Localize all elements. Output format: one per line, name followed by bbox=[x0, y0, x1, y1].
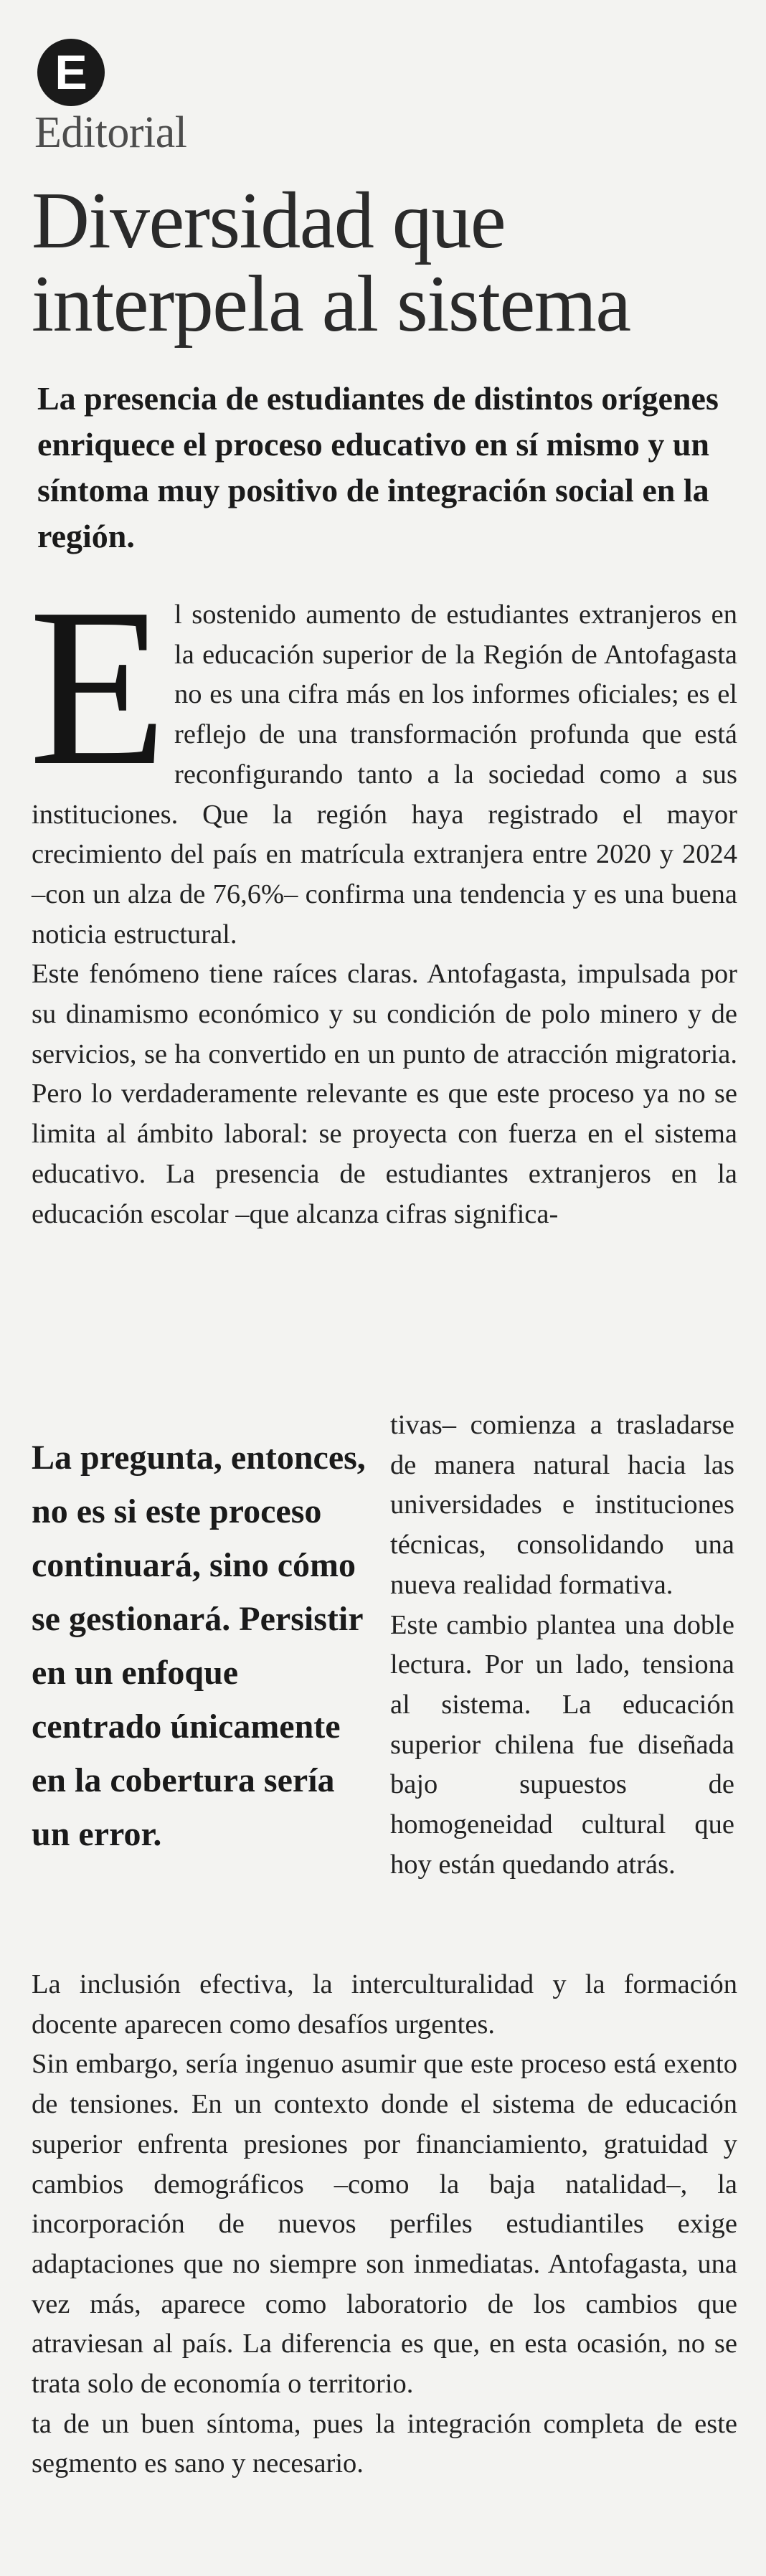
section-logo-badge: E bbox=[37, 39, 105, 106]
paragraph-4: Sin embargo, sería ingenuo asumir que este proceso está exento de tensiones. En un contexto donde el sistema de educación superior enfrenta presiones por financiamiento, gratuidad y cambios demográficos –como la baja natalidad–, la incorporación de nuevos perfiles estudiantiles exige adaptaciones que no siempre son inmediatas. Antofagasta, una vez más, aparece como laboratorio de los cambios que atraviesan al país. La diferencia es que, en esta ocasión, no se trata solo de economía o territorio. bbox=[32, 2049, 737, 2400]
paragraph-2: Este fenómeno tiene raíces claras. Antofagasta, impulsada por su dinamismo económico y su condición de polo minero y de servicios, se ha convertido en un punto de atracción migratoria. Pero lo verdaderamente relevante es que este proceso ya no se limita al ámbito laboral: se proyecta con fuerza en el sistema educativo. La presencia de estudiantes extranjeros en la educación escolar –que alcanza cifras significa- bbox=[32, 959, 737, 1229]
paragraph-3-continued: La inclusión efectiva, la interculturalidad y la formación docente aparecen como desafíos urgentes. bbox=[32, 1969, 737, 2040]
drop-cap: E bbox=[29, 562, 168, 813]
article-body-bottom bbox=[32, 1965, 737, 2484]
standfirst: La presencia de estudiantes de distintos orígenes enriquece el proceso educativo en sí mismo y un síntoma muy positivo de integración social en la región. bbox=[37, 380, 719, 554]
paragraph-3: Este cambio plantea una doble lectura. Por un lado, tensiona al sistema. La educación superior chilena fue diseñada bajo supuestos de homogeneidad cultural que hoy están quedando atrás. bbox=[390, 1609, 734, 1880]
paragraph-1-text: l sostenido aumento de estudiantes extranjeros en la educación superior de la Región de Antofagasta no es una cifra más en los informes oficiales; es el reflejo de una transformación profunda que está reconfigurando tanto a la sociedad como a sus instituciones. Que la región haya registrado el mayor crecimiento del país en matrícula extranjera entre 2020 y 2024 –con un alza de 76,6%– confirma una tendencia y es una buena noticia estructural. bbox=[32, 600, 737, 950]
paragraph-5: ta de un buen síntoma, pues la integración completa de este segmento es sano y necesario. bbox=[32, 2408, 737, 2479]
article-body-top bbox=[29, 562, 737, 1234]
pull-quote: La pregunta, entonces, no es si este proceso continuará, sino cómo se gestionará. Persistir en un enfoque centrado únicamente en la cobertura sería un error. bbox=[32, 1439, 366, 1853]
article-body-side bbox=[390, 1406, 734, 1885]
paragraph-1 bbox=[29, 562, 737, 955]
headline: Diversidad que interpela al sistema bbox=[32, 176, 630, 349]
section-label: Editorial bbox=[34, 108, 187, 157]
paragraph-2-continued: tivas– comienza a trasladarse de manera natural hacia las universidades e instituciones técnicas, consolidando una nueva realidad formativa. bbox=[390, 1410, 734, 1600]
